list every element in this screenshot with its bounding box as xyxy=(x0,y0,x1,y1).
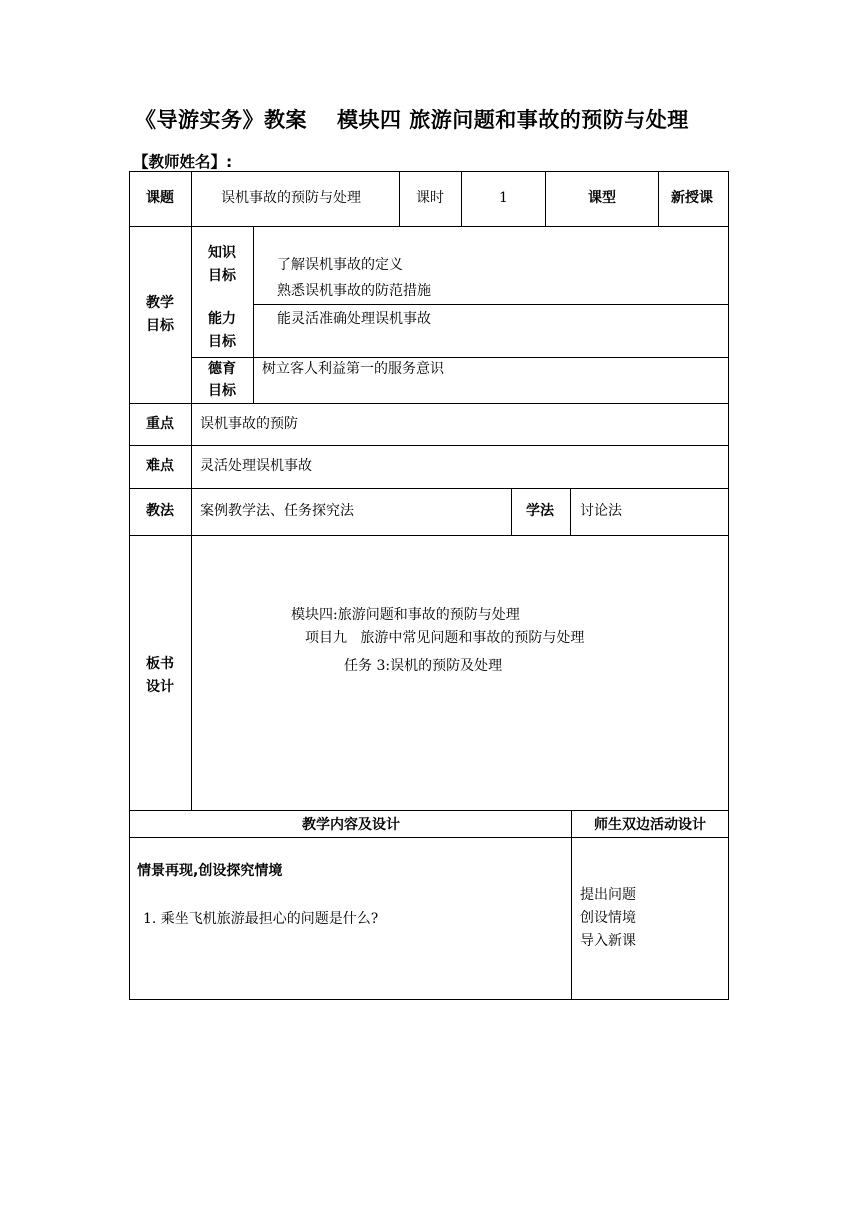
topic-label: 课题 xyxy=(146,190,174,206)
learn-label: 学法 xyxy=(526,503,554,519)
knowledge-label-line-1: 知识 xyxy=(208,245,236,261)
row-divider xyxy=(129,837,729,838)
hours-label: 课时 xyxy=(416,190,444,206)
col-divider xyxy=(461,171,462,226)
col-divider xyxy=(545,171,546,226)
ability-label-line-1: 能力 xyxy=(208,311,236,327)
ability-goal: 能灵活准确处理误机事故 xyxy=(277,311,431,327)
type-value: 新授课 xyxy=(671,190,713,206)
knowledge-label-line-2: 目标 xyxy=(208,268,236,284)
board-label-line-1: 板书 xyxy=(146,656,174,672)
activity-item-3: 导入新课 xyxy=(580,933,636,949)
row-divider xyxy=(129,445,729,446)
moral-label-line-1: 德育 xyxy=(208,361,236,377)
difficult-label: 难点 xyxy=(146,458,174,474)
col-divider xyxy=(253,226,254,403)
moral-goal: 树立客人利益第一的服务意识 xyxy=(262,361,444,377)
method-label: 教法 xyxy=(146,503,174,519)
scene-heading: 情景再现,创设探究情境 xyxy=(137,863,283,879)
activity-header: 师生双边活动设计 xyxy=(594,817,706,833)
page-title xyxy=(135,104,735,134)
method-value: 案例教学法、任务探究法 xyxy=(200,503,354,519)
activity-item-1: 提出问题 xyxy=(580,887,636,903)
learn-value: 讨论法 xyxy=(580,503,622,519)
col-divider xyxy=(399,171,400,226)
board-line-3: 任务 3:误机的预防及处理 xyxy=(344,658,503,674)
col-divider xyxy=(191,171,192,810)
row-divider xyxy=(129,226,729,227)
module-title: 模块四 旅游问题和事故的预防与处理 xyxy=(337,108,689,132)
key-value: 误机事故的预防 xyxy=(200,416,298,432)
goals-label-line-1: 教学 xyxy=(146,295,174,311)
goals-label-line-2: 目标 xyxy=(146,318,174,334)
topic-value: 误机事故的预防与处理 xyxy=(221,190,361,206)
col-divider xyxy=(570,488,571,535)
col-divider xyxy=(571,810,572,1000)
col-divider xyxy=(658,171,659,226)
col-divider xyxy=(511,488,512,535)
knowledge-goal-1: 了解误机事故的定义 xyxy=(277,257,403,273)
board-line-1: 模块四:旅游问题和事故的预防与处理 xyxy=(291,607,520,623)
row-divider xyxy=(253,304,729,305)
teacher-name-label: 【教师姓名】: xyxy=(133,153,233,171)
board-line-2: 项目九 旅游中常见问题和事故的预防与处理 xyxy=(305,630,585,646)
key-label: 重点 xyxy=(146,416,174,432)
row-divider xyxy=(129,810,729,811)
ability-label-line-2: 目标 xyxy=(208,334,236,350)
row-divider xyxy=(129,403,729,404)
activity-item-2: 创设情境 xyxy=(580,910,636,926)
hours-value: 1 xyxy=(499,190,508,206)
content-header: 教学内容及设计 xyxy=(302,817,400,833)
difficult-value: 灵活处理误机事故 xyxy=(200,458,312,474)
course-title: 《导游实务》教案 xyxy=(135,108,307,132)
row-divider xyxy=(191,357,729,358)
moral-label-line-2: 目标 xyxy=(208,383,236,399)
question-1: 1. 乘坐飞机旅游最担心的问题是什么? xyxy=(143,911,379,927)
row-divider xyxy=(129,488,729,489)
type-label: 课型 xyxy=(588,190,616,206)
row-divider xyxy=(129,535,729,536)
knowledge-goal-2: 熟悉误机事故的防范措施 xyxy=(277,283,431,299)
board-label-line-2: 设计 xyxy=(146,679,174,695)
